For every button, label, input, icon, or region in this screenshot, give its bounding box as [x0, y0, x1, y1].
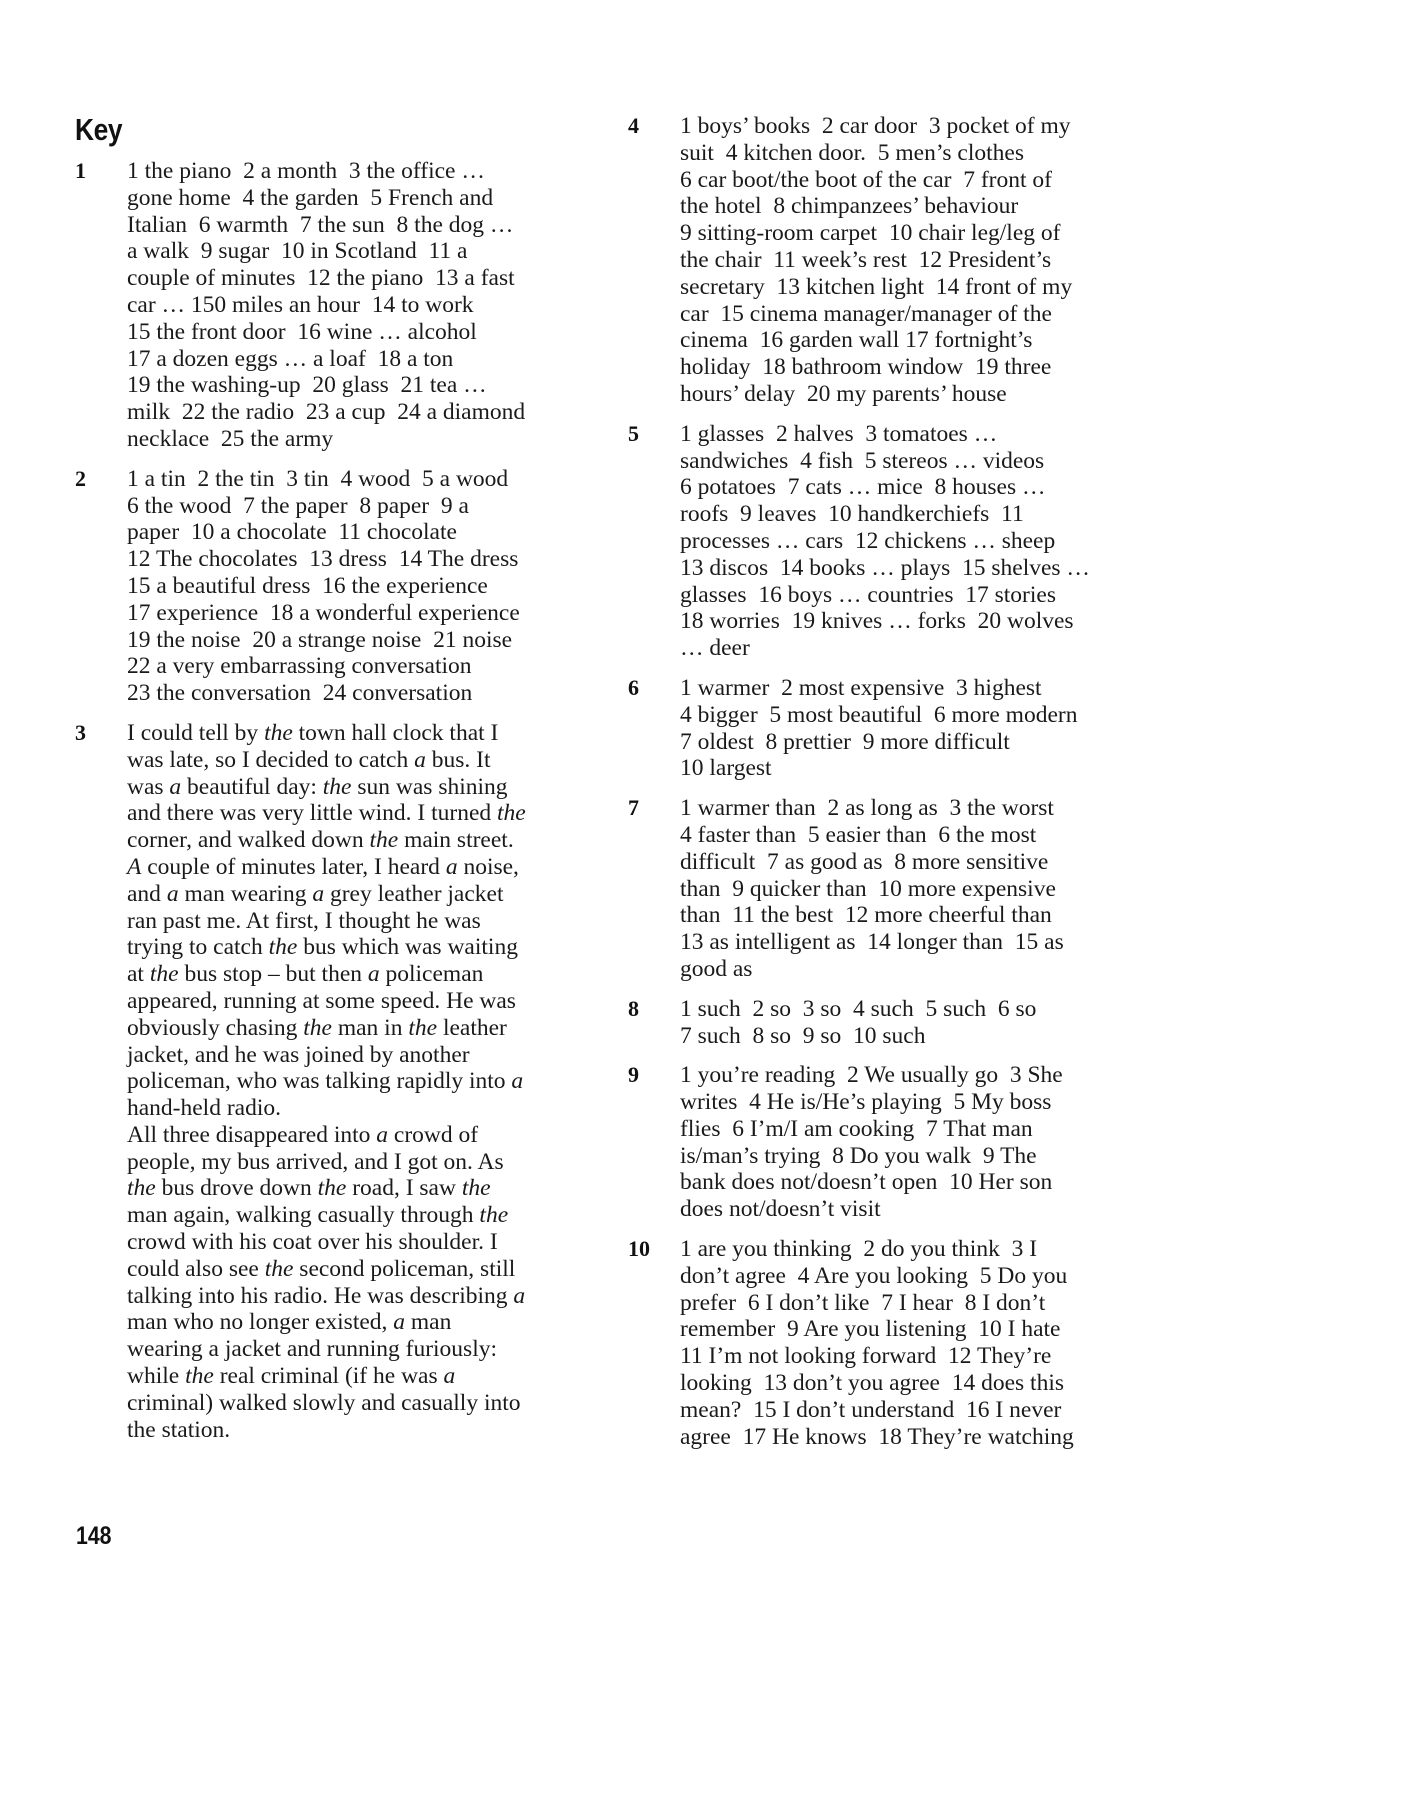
answer-line: 18 worries 19 knives … forks 20 wolves	[680, 608, 1074, 635]
page-title: Key	[75, 112, 123, 147]
italic-article: a	[513, 1282, 526, 1309]
answer-line: All three disappeared into a crowd of	[127, 1121, 479, 1148]
italic-article: the	[185, 1363, 214, 1390]
exercise-number: 1	[75, 158, 86, 183]
italic-article: a	[443, 1363, 456, 1390]
answer-line: a walk 9 sugar 10 in Scotland 11 a	[127, 238, 468, 265]
italic-article: a	[169, 773, 182, 800]
answer-line: could also see the second policeman, still	[127, 1255, 516, 1282]
answer-line: holiday 18 bathroom window 19 three	[680, 354, 1052, 381]
italic-article: the	[268, 934, 298, 961]
answer-line: ran past me. At first, I thought he was	[127, 907, 481, 934]
answer-line: flies 6 I’m/I am cooking 7 That man	[680, 1115, 1033, 1142]
answer-line: the hotel 8 chimpanzees’ behaviour	[680, 193, 1019, 220]
answer-line: prefer 6 I don’t like 7 I hear 8 I don’t	[680, 1289, 1046, 1316]
answer-line: paper 10 a chocolate 11 chocolate	[127, 519, 457, 546]
answer-line: and a man wearing a grey leather jacket	[127, 880, 504, 907]
answer-line: 4 faster than 5 easier than 6 the most	[680, 821, 1037, 848]
answer-line: than 11 the best 12 more cheerful than	[680, 902, 1052, 929]
answer-line: 1 warmer 2 most expensive 3 highest	[680, 674, 1042, 701]
answer-line: appeared, running at some speed. He was	[127, 987, 516, 1014]
answer-line: corner, and walked down the main street.	[127, 827, 514, 854]
answer-line: A couple of minutes later, I heard a noise,	[127, 853, 519, 880]
exercise-answers	[680, 113, 1148, 408]
answer-line: bank does not/doesn’t open 10 Her son	[680, 1169, 1053, 1196]
exercise-number: 3	[75, 719, 86, 745]
answer-line: mean? 15 I don’t understand 16 I never	[680, 1396, 1062, 1423]
exercise-number: 6	[628, 674, 639, 700]
exercise-answers	[680, 795, 1148, 983]
exercise-number: 5	[628, 420, 639, 446]
answer-line: agree 17 He knows 18 They’re watching	[680, 1423, 1074, 1450]
answer-line: … deer	[680, 635, 750, 662]
exercise-answers	[680, 996, 1148, 1050]
exercise-answers	[680, 1236, 1148, 1450]
answer-line: 6 potatoes 7 cats … mice 8 houses …	[680, 474, 1046, 501]
exercise-answers	[680, 421, 1148, 662]
answer-line: 22 a very embarrassing conversation	[127, 653, 472, 680]
answer-line: 13 as intelligent as 14 longer than 15 as	[680, 929, 1064, 956]
italic-article: a	[312, 880, 325, 907]
italic-article: the	[497, 800, 526, 827]
answer-line: 1 boys’ books 2 car door 3 pocket of my	[680, 113, 1071, 139]
answer-line: jacket, and he was joined by another	[127, 1041, 470, 1068]
answer-line: 17 experience 18 a wonderful experience	[127, 599, 520, 626]
answer-line: while the real criminal (if he was a	[127, 1363, 456, 1390]
answer-line: cinema 16 garden wall 17 fortnight’s	[680, 327, 1033, 354]
exercise-number: 7	[628, 795, 639, 821]
answer-line: milk 22 the radio 23 a cup 24 a diamond	[127, 399, 526, 426]
answer-line: 1 are you thinking 2 do you think 3 I	[680, 1236, 1038, 1263]
exercise-answer-block	[628, 1236, 1148, 1450]
answer-line: 9 sitting-room carpet 10 chair leg/leg of	[680, 220, 1061, 247]
exercise-answer-block	[628, 421, 1148, 662]
answer-line: good as	[680, 955, 753, 982]
answer-line: gone home 4 the garden 5 French and	[127, 184, 494, 211]
italic-article: the	[317, 1175, 347, 1202]
italic-article: the	[322, 773, 352, 800]
answer-line: 6 the wood 7 the paper 8 paper 9 a	[127, 492, 469, 519]
page-number: 148	[76, 1522, 112, 1550]
answer-line: 1 warmer than 2 as long as 3 the worst	[680, 795, 1054, 822]
answer-line: 4 bigger 5 most beautiful 6 more modern	[680, 701, 1078, 728]
answer-line: 1 such 2 so 3 so 4 such 5 such 6 so	[680, 995, 1037, 1022]
italic-article: the	[127, 1175, 156, 1202]
exercise-answer-block	[628, 795, 1148, 983]
answer-line: car 15 cinema manager/manager of the	[680, 300, 1052, 327]
answer-line: sandwiches 4 fish 5 stereos … videos	[680, 447, 1045, 474]
answer-line: 6 car boot/the boot of the car 7 front of	[680, 166, 1052, 193]
italic-article: A	[127, 853, 142, 880]
exercise-number: 10	[628, 1236, 650, 1262]
italic-article: the	[479, 1202, 509, 1229]
exercise-answers	[127, 720, 595, 1444]
answer-line: 7 oldest 8 prettier 9 more difficult	[680, 728, 1010, 755]
exercise-number: 4	[628, 113, 639, 138]
exercise-answer-block	[75, 720, 595, 1444]
italic-article: the	[264, 719, 293, 746]
answer-line: couple of minutes 12 the piano 13 a fast	[127, 265, 515, 292]
answer-line: hand-held radio.	[127, 1095, 282, 1122]
answer-line: hours’ delay 20 my parents’ house	[680, 380, 1007, 407]
exercise-answers	[680, 1062, 1148, 1223]
italic-article: a	[511, 1068, 524, 1095]
answer-line: necklace 25 the army	[127, 425, 334, 452]
answer-line: 19 the washing-up 20 glass 21 tea …	[127, 372, 487, 399]
italic-article: a	[166, 880, 179, 907]
answer-line: 10 largest	[680, 755, 772, 782]
italic-article: a	[367, 961, 380, 988]
answer-line: processes … cars 12 chickens … sheep	[680, 527, 1056, 554]
answer-line: glasses 16 boys … countries 17 stories	[680, 581, 1056, 608]
answer-line: is/man’s trying 8 Do you walk 9 The	[680, 1142, 1037, 1169]
answer-line: does not/doesn’t visit	[680, 1196, 881, 1223]
answer-line: writes 4 He is/He’s playing 5 My boss	[680, 1089, 1052, 1116]
answer-line: policeman, who was talking rapidly into a	[127, 1068, 524, 1095]
answer-line: the station.	[127, 1416, 231, 1443]
answer-line: crowd with his coat over his shoulder. I	[127, 1229, 498, 1256]
answer-line: suit 4 kitchen door. 5 men’s clothes	[680, 139, 1024, 166]
exercise-number: 8	[628, 995, 639, 1021]
italic-article: the	[369, 827, 399, 854]
answer-line: 1 glasses 2 halves 3 tomatoes …	[680, 420, 998, 447]
answer-line: roofs 9 leaves 10 handkerchiefs 11	[680, 501, 1024, 528]
answer-line: 15 a beautiful dress 16 the experience	[127, 572, 488, 599]
italic-article: the	[408, 1014, 438, 1041]
answer-line: difficult 7 as good as 8 more sensitive	[680, 848, 1049, 875]
answer-line: wearing a jacket and running furiously:	[127, 1336, 498, 1363]
exercise-answers	[127, 158, 595, 453]
answer-line: and there was very little wind. I turned the	[127, 800, 526, 827]
italic-article: a	[414, 746, 426, 773]
answer-line: remember 9 Are you listening 10 I hate	[680, 1316, 1061, 1343]
answer-line: 12 The chocolates 13 dress 14 The dress	[127, 546, 519, 573]
exercise-answers	[680, 675, 1148, 782]
answer-line: 11 I’m not looking forward 12 They’re	[680, 1343, 1052, 1370]
exercise-answer-block	[628, 113, 1148, 408]
exercise-number: 9	[628, 1062, 639, 1088]
answer-line: Italian 6 warmth 7 the sun 8 the dog …	[127, 211, 514, 238]
italic-article: the	[264, 1255, 294, 1282]
exercise-answer-block	[628, 996, 1148, 1050]
answer-line: the bus drove down the road, I saw the	[127, 1175, 491, 1202]
answer-line: 1 a tin 2 the tin 3 tin 4 wood 5 a wood	[127, 465, 509, 492]
exercise-answer-block	[628, 1062, 1148, 1223]
italic-article: a	[445, 853, 458, 880]
answer-line: obviously chasing the man in the leather	[127, 1014, 507, 1041]
answer-line: was a beautiful day: the sun was shining	[127, 773, 508, 800]
answer-line: trying to catch the bus which was waiting	[127, 934, 518, 961]
answer-line: 1 you’re reading 2 We usually go 3 She	[680, 1062, 1063, 1089]
answer-line: was late, so I decided to catch a bus. It	[127, 746, 491, 773]
italic-article: a	[393, 1309, 406, 1336]
answer-line: 7 such 8 so 9 so 10 such	[680, 1022, 926, 1049]
italic-article: the	[149, 961, 179, 988]
answer-line: looking 13 don’t you agree 14 does this	[680, 1370, 1065, 1397]
right-column	[628, 113, 1148, 1463]
exercise-answer-block	[75, 466, 595, 707]
answer-line: than 9 quicker than 10 more expensive	[680, 875, 1056, 902]
italic-article: a	[376, 1121, 389, 1148]
exercise-answer-block	[628, 675, 1148, 782]
answer-line: the chair 11 week’s rest 12 President’s	[680, 246, 1052, 273]
answer-line: man again, walking casually through the	[127, 1202, 509, 1229]
answer-line: car … 150 miles an hour 14 to work	[127, 291, 474, 318]
italic-article: the	[303, 1014, 332, 1041]
answer-line: 1 the piano 2 a month 3 the office …	[127, 158, 485, 184]
answer-line: 13 discos 14 books … plays 15 shelves …	[680, 554, 1090, 581]
exercise-answers	[127, 466, 595, 707]
answer-line: 19 the noise 20 a strange noise 21 noise	[127, 626, 513, 653]
italic-article: the	[461, 1175, 491, 1202]
answer-line: 15 the front door 16 wine … alcohol	[127, 318, 477, 345]
answer-line: man who no longer existed, a man	[127, 1309, 452, 1336]
answer-line: 23 the conversation 24 conversation	[127, 680, 473, 707]
exercise-number: 2	[75, 465, 86, 491]
answer-line: don’t agree 4 Are you looking 5 Do you	[680, 1262, 1068, 1289]
answer-line: people, my bus arrived, and I got on. As	[127, 1148, 504, 1175]
answer-line: talking into his radio. He was describing a	[127, 1282, 526, 1309]
answer-line: at the bus stop – but then a policeman	[127, 961, 484, 988]
answer-line: criminal) walked slowly and casually into	[127, 1389, 521, 1416]
exercise-answer-block	[75, 158, 595, 453]
answer-line: I could tell by the town hall clock that I	[127, 719, 499, 746]
answer-line: secretary 13 kitchen light 14 front of my	[680, 273, 1073, 300]
answer-line: 17 a dozen eggs … a loaf 18 a ton	[127, 345, 454, 372]
left-column	[75, 158, 595, 1456]
